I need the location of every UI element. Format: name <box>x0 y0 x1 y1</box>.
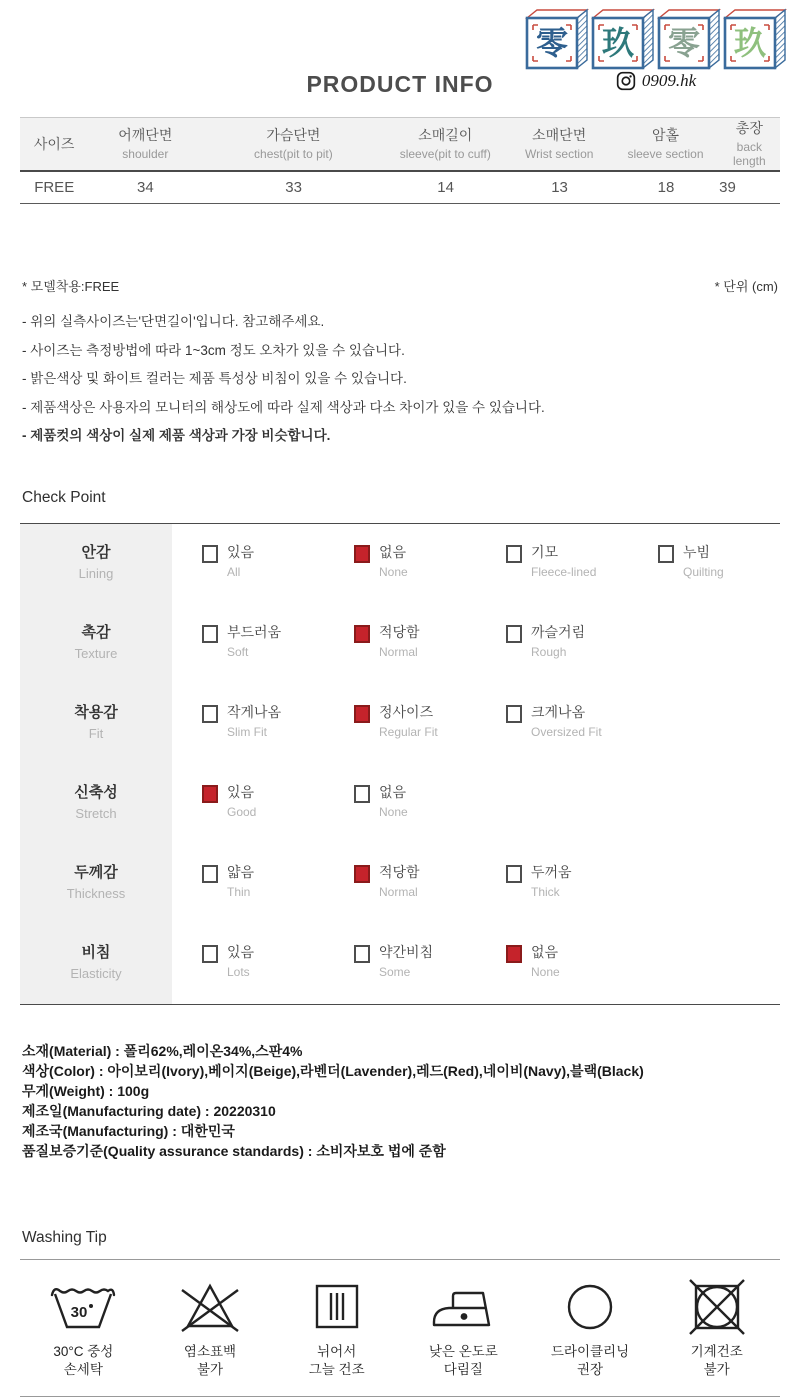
material-line <box>22 1121 778 1141</box>
checkpoint-row <box>20 604 780 684</box>
option-label-en: Fleece-lined <box>531 564 597 579</box>
washing-label-line1: 뉘어서 <box>317 1343 357 1359</box>
option-label-kr: 정사이즈 <box>379 703 434 720</box>
size-value: 33 <box>285 179 302 196</box>
washing-label <box>527 1343 654 1379</box>
checkpoint-label-en: Elasticity <box>70 965 122 981</box>
material-line-text: 색상(Color) : 아이보리(Ivory),베이지(Beige),라벤더(Lavender),레드(Red),네이비(Navy),블랙(Black) <box>22 1062 644 1079</box>
checkbox[interactable] <box>202 785 218 803</box>
size-table-header-cell <box>202 118 384 170</box>
checkbox[interactable] <box>202 545 218 563</box>
option-label-en: None <box>379 804 408 819</box>
material-line-text: 무게(Weight) : 100g <box>22 1082 150 1099</box>
option-label-en: None <box>531 964 560 979</box>
checkbox[interactable] <box>202 625 218 643</box>
checkpoint-row-label <box>20 684 172 764</box>
option-label-en: None <box>379 564 408 579</box>
checkbox[interactable] <box>354 945 370 963</box>
checkpoint-option <box>476 704 628 764</box>
option-label-en: Some <box>379 964 411 979</box>
size-table-cell <box>88 172 202 203</box>
checkpoint-option <box>172 704 324 764</box>
column-name-kr: 소매길이 <box>418 127 473 143</box>
column-name-en: shoulder <box>122 147 169 161</box>
material-line-text: 품질보증기준(Quality assurance standards) : 소비자보호 법에 준함 <box>22 1142 446 1159</box>
size-note-text: - 제품색상은 사용자의 모니터의 해상도에 따라 실제 색상과 다소 차이가 있을 수 있습니다. <box>22 399 545 415</box>
checkpoint-row-label <box>20 924 172 1004</box>
washing-label-line1: 기계건조 <box>690 1343 743 1359</box>
size-value: 13 <box>551 179 568 196</box>
checkpoint-option <box>324 784 476 844</box>
option-label-kr: 적당함 <box>379 863 420 880</box>
instagram-icon <box>616 71 636 91</box>
washing-item-handwash <box>20 1278 147 1379</box>
checkpoint-row <box>20 924 780 1004</box>
option-label-kr: 없음 <box>379 783 407 800</box>
size-note-text: - 사이즈는 측정방법에 따라 1~3cm 정도 오차가 있을 수 있습니다. <box>22 342 405 358</box>
checkpoint-option-text <box>379 624 420 659</box>
model-wearing-note: * 모델착용:FREE <box>22 279 120 294</box>
checkbox[interactable] <box>506 865 522 883</box>
checkpoint-option-text <box>227 624 281 659</box>
checkpoint-label-kr: 비침 <box>81 943 111 961</box>
handwash-30-icon <box>49 1278 117 1336</box>
logo-block-icon <box>657 8 721 70</box>
svg-text:零: 零 <box>535 25 569 61</box>
checkpoint-options <box>172 684 780 764</box>
checkpoint-label-kr: 신축성 <box>74 783 118 801</box>
checkpoint-option <box>324 944 476 1004</box>
size-table-header-cell <box>506 118 612 170</box>
checkpoint-options <box>172 604 780 684</box>
washing-label <box>400 1343 527 1379</box>
checkpoint-option-text <box>379 784 408 819</box>
checkpoint-row-label <box>20 844 172 924</box>
unit-note: * 단위 (cm) <box>714 279 778 294</box>
size-table-cell <box>385 172 507 203</box>
option-label-en: Oversized Fit <box>531 724 602 739</box>
option-label-en: Quilting <box>683 564 724 579</box>
column-name-kr: 암홀 <box>651 127 680 143</box>
size-note-line <box>22 337 778 366</box>
column-name-kr: 소매단면 <box>532 127 587 143</box>
checkpoint-row <box>20 844 780 924</box>
checkpoint-options <box>172 764 780 844</box>
material-line <box>22 1101 778 1121</box>
option-label-en: Thick <box>531 884 560 899</box>
checkpoint-option-text <box>227 864 254 899</box>
logo-block-icon <box>591 8 655 70</box>
option-label-kr: 얇음 <box>227 863 255 880</box>
checkpoint-label-kr: 두께감 <box>74 863 118 881</box>
checkpoint-option <box>324 704 476 764</box>
option-label-kr: 없음 <box>531 943 559 960</box>
checkpoint-option-text <box>531 624 585 659</box>
size-table-header-cell <box>385 118 507 170</box>
checkpoint-option <box>172 944 324 1004</box>
washing-label-line1: 30°C 중성 <box>53 1343 114 1359</box>
no-tumble-dry-icon <box>683 1278 751 1336</box>
option-label-en: Normal <box>379 644 418 659</box>
option-label-en: Slim Fit <box>227 724 267 739</box>
checkpoint-options <box>172 924 780 1004</box>
checkpoint-option <box>324 544 476 604</box>
checkbox[interactable] <box>506 545 522 563</box>
size-note-text: - 밝은색상 및 화이트 컬러는 제품 특성상 비침이 있을 수 있습니다. <box>22 371 407 386</box>
column-name-kr: 총장 <box>735 120 763 136</box>
washing-tip-title: Washing Tip <box>22 1228 107 1246</box>
material-info <box>22 1041 778 1161</box>
size-note-line <box>22 308 778 337</box>
checkpoint-option <box>476 624 628 684</box>
option-label-kr: 있음 <box>227 943 255 960</box>
checkpoint-option <box>172 624 324 684</box>
option-label-kr: 없음 <box>379 543 407 560</box>
size-table-header <box>20 118 780 172</box>
checkpoint-option-text <box>227 704 281 739</box>
washing-label-line2: 그늘 건조 <box>308 1361 365 1377</box>
size-note-text: - 제품컷의 색상이 실제 제품 색상과 가장 비슷합니다. <box>22 428 331 443</box>
option-label-en: All <box>227 564 241 579</box>
size-table-row <box>20 172 780 204</box>
checkpoint-option <box>172 864 324 924</box>
checkpoint-option <box>324 864 476 924</box>
option-label-en: Regular Fit <box>379 724 438 739</box>
column-name-en: chest(pit to pit) <box>254 147 333 161</box>
checkpoint-option <box>476 864 628 924</box>
checkbox[interactable] <box>354 705 370 723</box>
column-name-kr: 가슴단면 <box>266 127 321 143</box>
size-note-line <box>22 394 778 423</box>
option-label-kr: 기모 <box>531 543 559 560</box>
checkpoint-option-text <box>379 944 433 979</box>
checkbox[interactable] <box>506 945 522 963</box>
material-line <box>22 1041 778 1061</box>
checkbox[interactable] <box>354 785 370 803</box>
option-label-kr: 적당함 <box>379 623 420 640</box>
logo-block-icon <box>525 8 589 70</box>
washing-item-iron <box>400 1278 527 1379</box>
option-label-kr: 부드러움 <box>227 623 282 640</box>
checkpoint-label-kr: 착용감 <box>74 703 118 721</box>
washing-item-no-tumble-dry <box>653 1278 780 1379</box>
size-note-line <box>22 422 778 451</box>
column-name-en: back length <box>732 140 766 168</box>
dry-clean-icon <box>556 1278 624 1336</box>
checkbox[interactable] <box>202 865 218 883</box>
size-value: 39 <box>719 179 736 196</box>
checkpoint-option-text <box>379 864 420 899</box>
checkpoint-row-label <box>20 764 172 844</box>
checkbox[interactable] <box>354 865 370 883</box>
washing-label-line2: 다림질 <box>443 1361 483 1377</box>
checkbox[interactable] <box>202 945 218 963</box>
washing-icons-row <box>20 1260 780 1397</box>
checkpoint-option-text <box>227 544 254 579</box>
checkpoint-option-text <box>531 864 572 899</box>
size-table-cell <box>20 172 88 203</box>
checkpoint-option-text <box>379 544 408 579</box>
washing-label <box>147 1343 274 1379</box>
svg-text:玖: 玖 <box>733 25 767 61</box>
washing-label-line1: 낮은 온도로 <box>428 1343 498 1359</box>
material-line-text: 제조일(Manufacturing date) : 20220310 <box>22 1102 276 1119</box>
svg-text:零: 零 <box>667 25 701 61</box>
checkbox[interactable] <box>506 625 522 643</box>
checkpoint-option <box>476 944 628 1004</box>
instagram-username: 0909.hk <box>641 71 697 90</box>
washing-label-line2: 불가 <box>196 1361 224 1377</box>
brand-logo <box>518 8 794 91</box>
checkbox[interactable] <box>354 625 370 643</box>
washing-label <box>20 1343 147 1379</box>
column-name-en: sleeve(pit to cuff) <box>399 147 491 161</box>
option-label-en: Thin <box>227 884 251 899</box>
option-label-kr: 두꺼움 <box>531 863 572 880</box>
option-label-kr: 까슬거림 <box>531 623 586 640</box>
checkpoint-label-en: Texture <box>74 645 118 661</box>
checkpoint-option-text <box>227 944 254 979</box>
instagram-handle[interactable] <box>518 71 794 91</box>
size-table <box>20 117 780 204</box>
checkpoint-label-kr: 촉감 <box>81 623 111 641</box>
checkpoint-label-en: Fit <box>88 725 104 741</box>
option-label-en: Good <box>227 804 257 819</box>
checkpoint-label-en: Stretch <box>75 805 117 821</box>
column-name-kr: 어깨단면 <box>118 127 173 143</box>
checkpoint-label-kr: 안감 <box>81 543 111 561</box>
washing-label <box>273 1343 400 1379</box>
checkpoint-row <box>20 684 780 764</box>
option-label-kr: 약간비침 <box>379 943 434 960</box>
size-table-cell <box>202 172 384 203</box>
checkpoint-option-text <box>531 704 602 739</box>
checkpoint-label-en: Lining <box>78 565 114 581</box>
checkpoint-label-en: Thickness <box>66 885 126 901</box>
checkpoint-option-text <box>683 544 724 579</box>
option-label-kr: 크게나옴 <box>531 703 586 720</box>
checkbox[interactable] <box>658 545 674 563</box>
column-name-kr: 사이즈 <box>33 135 75 152</box>
checkpoint-option-text <box>227 784 256 819</box>
material-line-text: 제조국(Manufacturing) : 대한민국 <box>22 1122 235 1139</box>
checkpoint-table <box>20 523 780 1005</box>
option-label-en: Rough <box>531 644 567 659</box>
checkpoint-option-text <box>531 944 560 979</box>
option-label-kr: 작게나옴 <box>227 703 282 720</box>
checkpoint-options <box>172 524 780 604</box>
svg-text:玖: 玖 <box>601 25 635 61</box>
washing-label-line1: 드라이클리닝 <box>550 1343 630 1359</box>
option-label-kr: 누빔 <box>683 543 711 560</box>
option-label-en: Soft <box>227 644 249 659</box>
checkpoint-option <box>172 784 324 844</box>
material-line <box>22 1141 778 1161</box>
checkbox[interactable] <box>202 705 218 723</box>
washing-label-line2: 불가 <box>703 1361 730 1377</box>
column-name-en: sleeve section <box>627 147 704 161</box>
size-value: FREE <box>34 179 75 196</box>
logo-blocks <box>518 8 794 70</box>
washing-label <box>653 1343 780 1379</box>
iron-low-icon <box>429 1278 497 1336</box>
material-line <box>22 1081 778 1101</box>
size-note-line <box>22 365 778 394</box>
washing-label-line2: 손세탁 <box>63 1361 103 1377</box>
checkpoint-option-text <box>379 704 438 739</box>
size-table-header-cell <box>612 118 718 170</box>
size-table-header-cell <box>20 118 88 170</box>
size-table-header-cell <box>88 118 202 170</box>
size-note-text: - 위의 실측사이즈는'단면길이'입니다. 참고해주세요. <box>22 314 325 329</box>
washing-item-no-bleach <box>147 1278 274 1379</box>
option-label-en: Lots <box>227 964 250 979</box>
checkpoint-option-text <box>531 544 596 579</box>
material-line <box>22 1061 778 1081</box>
washing-item-drip-dry <box>273 1278 400 1379</box>
checkpoint-option <box>324 624 476 684</box>
svg-text:30: 30 <box>70 1303 88 1321</box>
no-bleach-icon <box>176 1278 244 1336</box>
size-table-cell <box>719 172 736 203</box>
column-name-en: Wrist section <box>524 147 594 161</box>
checkpoint-options <box>172 844 780 924</box>
checkpoint-row <box>20 524 780 604</box>
size-table-header-cell <box>719 118 780 170</box>
option-label-en: Normal <box>379 884 418 899</box>
checkpoint-row-label <box>20 524 172 604</box>
checkpoint-row-label <box>20 604 172 684</box>
page-title: PRODUCT INFO <box>306 71 494 97</box>
size-value: 18 <box>657 179 675 196</box>
size-table-cell <box>506 172 612 203</box>
size-table-cell <box>613 172 719 203</box>
checkpoint-option <box>476 544 628 604</box>
checkpoint-title: Check Point <box>22 488 106 506</box>
size-value: 34 <box>137 179 154 196</box>
material-line-text: 소재(Material) : 폴리62%,레이온34%,스판4% <box>22 1042 303 1059</box>
checkpoint-option <box>628 544 780 604</box>
washing-item-dry-clean <box>527 1278 654 1379</box>
checkbox[interactable] <box>354 545 370 563</box>
size-notes-header <box>22 276 778 295</box>
washing-label-line1: 염소표백 <box>183 1343 237 1359</box>
drip-dry-icon <box>303 1278 371 1336</box>
logo-block-icon <box>723 8 787 70</box>
option-label-kr: 있음 <box>227 543 255 560</box>
checkpoint-row <box>20 764 780 844</box>
size-notes <box>22 308 778 451</box>
option-label-kr: 있음 <box>227 783 255 800</box>
size-value: 14 <box>437 179 454 196</box>
washing-label-line2: 권장 <box>576 1361 604 1377</box>
checkpoint-option <box>172 544 324 604</box>
checkbox[interactable] <box>506 705 522 723</box>
